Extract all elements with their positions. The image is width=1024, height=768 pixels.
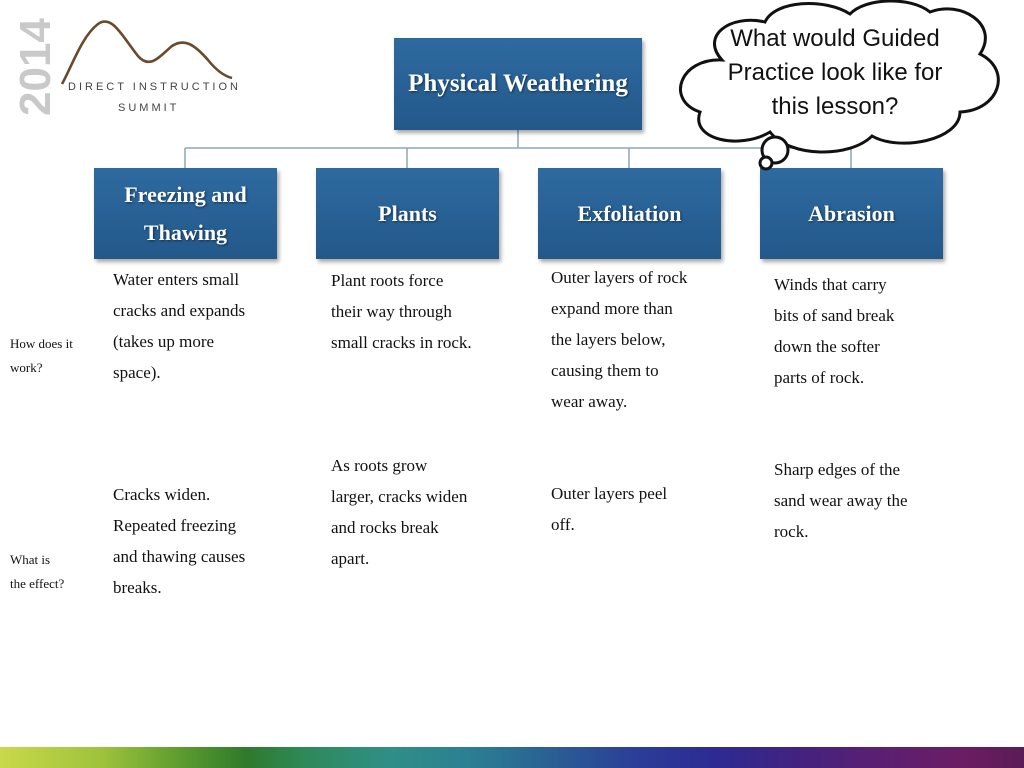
cell-line: (takes up more bbox=[113, 332, 215, 351]
cell-line: off. bbox=[551, 515, 575, 534]
cell-line: apart. bbox=[331, 549, 370, 568]
cell-line: Cracks widen. bbox=[113, 485, 211, 504]
category-exfoliation bbox=[538, 168, 721, 259]
row-label-line: How does it bbox=[10, 336, 73, 351]
footer-color-strip bbox=[0, 747, 1024, 768]
cell-line: wear away. bbox=[551, 392, 628, 411]
logo-line1: DIRECT INSTRUCTION bbox=[68, 81, 241, 93]
bubble-line: this lesson? bbox=[771, 93, 899, 120]
root-node: Physical Weathering bbox=[394, 38, 642, 130]
cell-line: expand more than bbox=[551, 299, 673, 318]
row-label-line: the effect? bbox=[10, 576, 65, 591]
cell-line: Water enters small bbox=[113, 270, 240, 289]
cell-line: small cracks in rock. bbox=[331, 333, 472, 352]
logo-line2: SUMMIT bbox=[118, 102, 180, 114]
cell-line: the layers below, bbox=[551, 330, 666, 349]
cell-line: Repeated freezing bbox=[113, 516, 237, 535]
cell-line: Outer layers peel bbox=[551, 484, 668, 503]
thought-bubble-text bbox=[700, 22, 970, 124]
cell-line: cracks and expands bbox=[113, 301, 246, 320]
row-label-effect bbox=[10, 548, 64, 596]
cell-line: bits of sand break bbox=[774, 306, 895, 325]
category-label: Plants bbox=[378, 200, 437, 226]
cell-effect-abrasion bbox=[774, 454, 908, 547]
logo-year: 2014 bbox=[11, 18, 60, 116]
category-abrasion bbox=[760, 168, 943, 259]
category-label: Abrasion bbox=[808, 200, 895, 226]
cell-how-plants bbox=[331, 265, 472, 358]
cell-line: space). bbox=[113, 363, 161, 382]
bubble-line: Practice look like for bbox=[727, 59, 943, 86]
cell-line: sand wear away the bbox=[774, 491, 908, 510]
cell-effect-plants bbox=[331, 450, 467, 574]
cell-line: Plant roots force bbox=[331, 271, 444, 290]
cell-how-exfoliation bbox=[551, 262, 687, 417]
cell-line: Outer layers of rock bbox=[551, 268, 688, 287]
category-label: Exfoliation bbox=[577, 200, 682, 226]
cell-line: and thawing causes bbox=[113, 547, 246, 566]
cell-line: As roots grow bbox=[331, 456, 428, 475]
cell-line: down the softer bbox=[774, 337, 880, 356]
cell-line: their way through bbox=[331, 302, 452, 321]
category-plants bbox=[316, 168, 499, 259]
cell-effect-freezing bbox=[113, 479, 245, 603]
cell-effect-exfoliation bbox=[551, 478, 667, 540]
cell-line: larger, cracks widen bbox=[331, 487, 468, 506]
cell-how-abrasion bbox=[774, 269, 894, 393]
cell-line: Winds that carry bbox=[774, 275, 887, 294]
bubble-line: What would Guided bbox=[730, 25, 940, 52]
row-label-line: What is bbox=[10, 552, 51, 567]
cell-how-freezing bbox=[113, 264, 245, 388]
cell-line: and rocks break bbox=[331, 518, 439, 537]
category-label: Freezing and bbox=[124, 181, 247, 207]
cell-line: Sharp edges of the bbox=[774, 460, 901, 479]
row-label-how bbox=[10, 332, 73, 380]
category-freezing-thawing bbox=[94, 168, 277, 259]
row-label-line: work? bbox=[10, 360, 43, 375]
cell-line: rock. bbox=[774, 522, 809, 541]
cell-line: parts of rock. bbox=[774, 368, 865, 387]
cell-line: causing them to bbox=[551, 361, 659, 380]
cell-line: breaks. bbox=[113, 578, 162, 597]
category-label: Thawing bbox=[143, 219, 228, 245]
